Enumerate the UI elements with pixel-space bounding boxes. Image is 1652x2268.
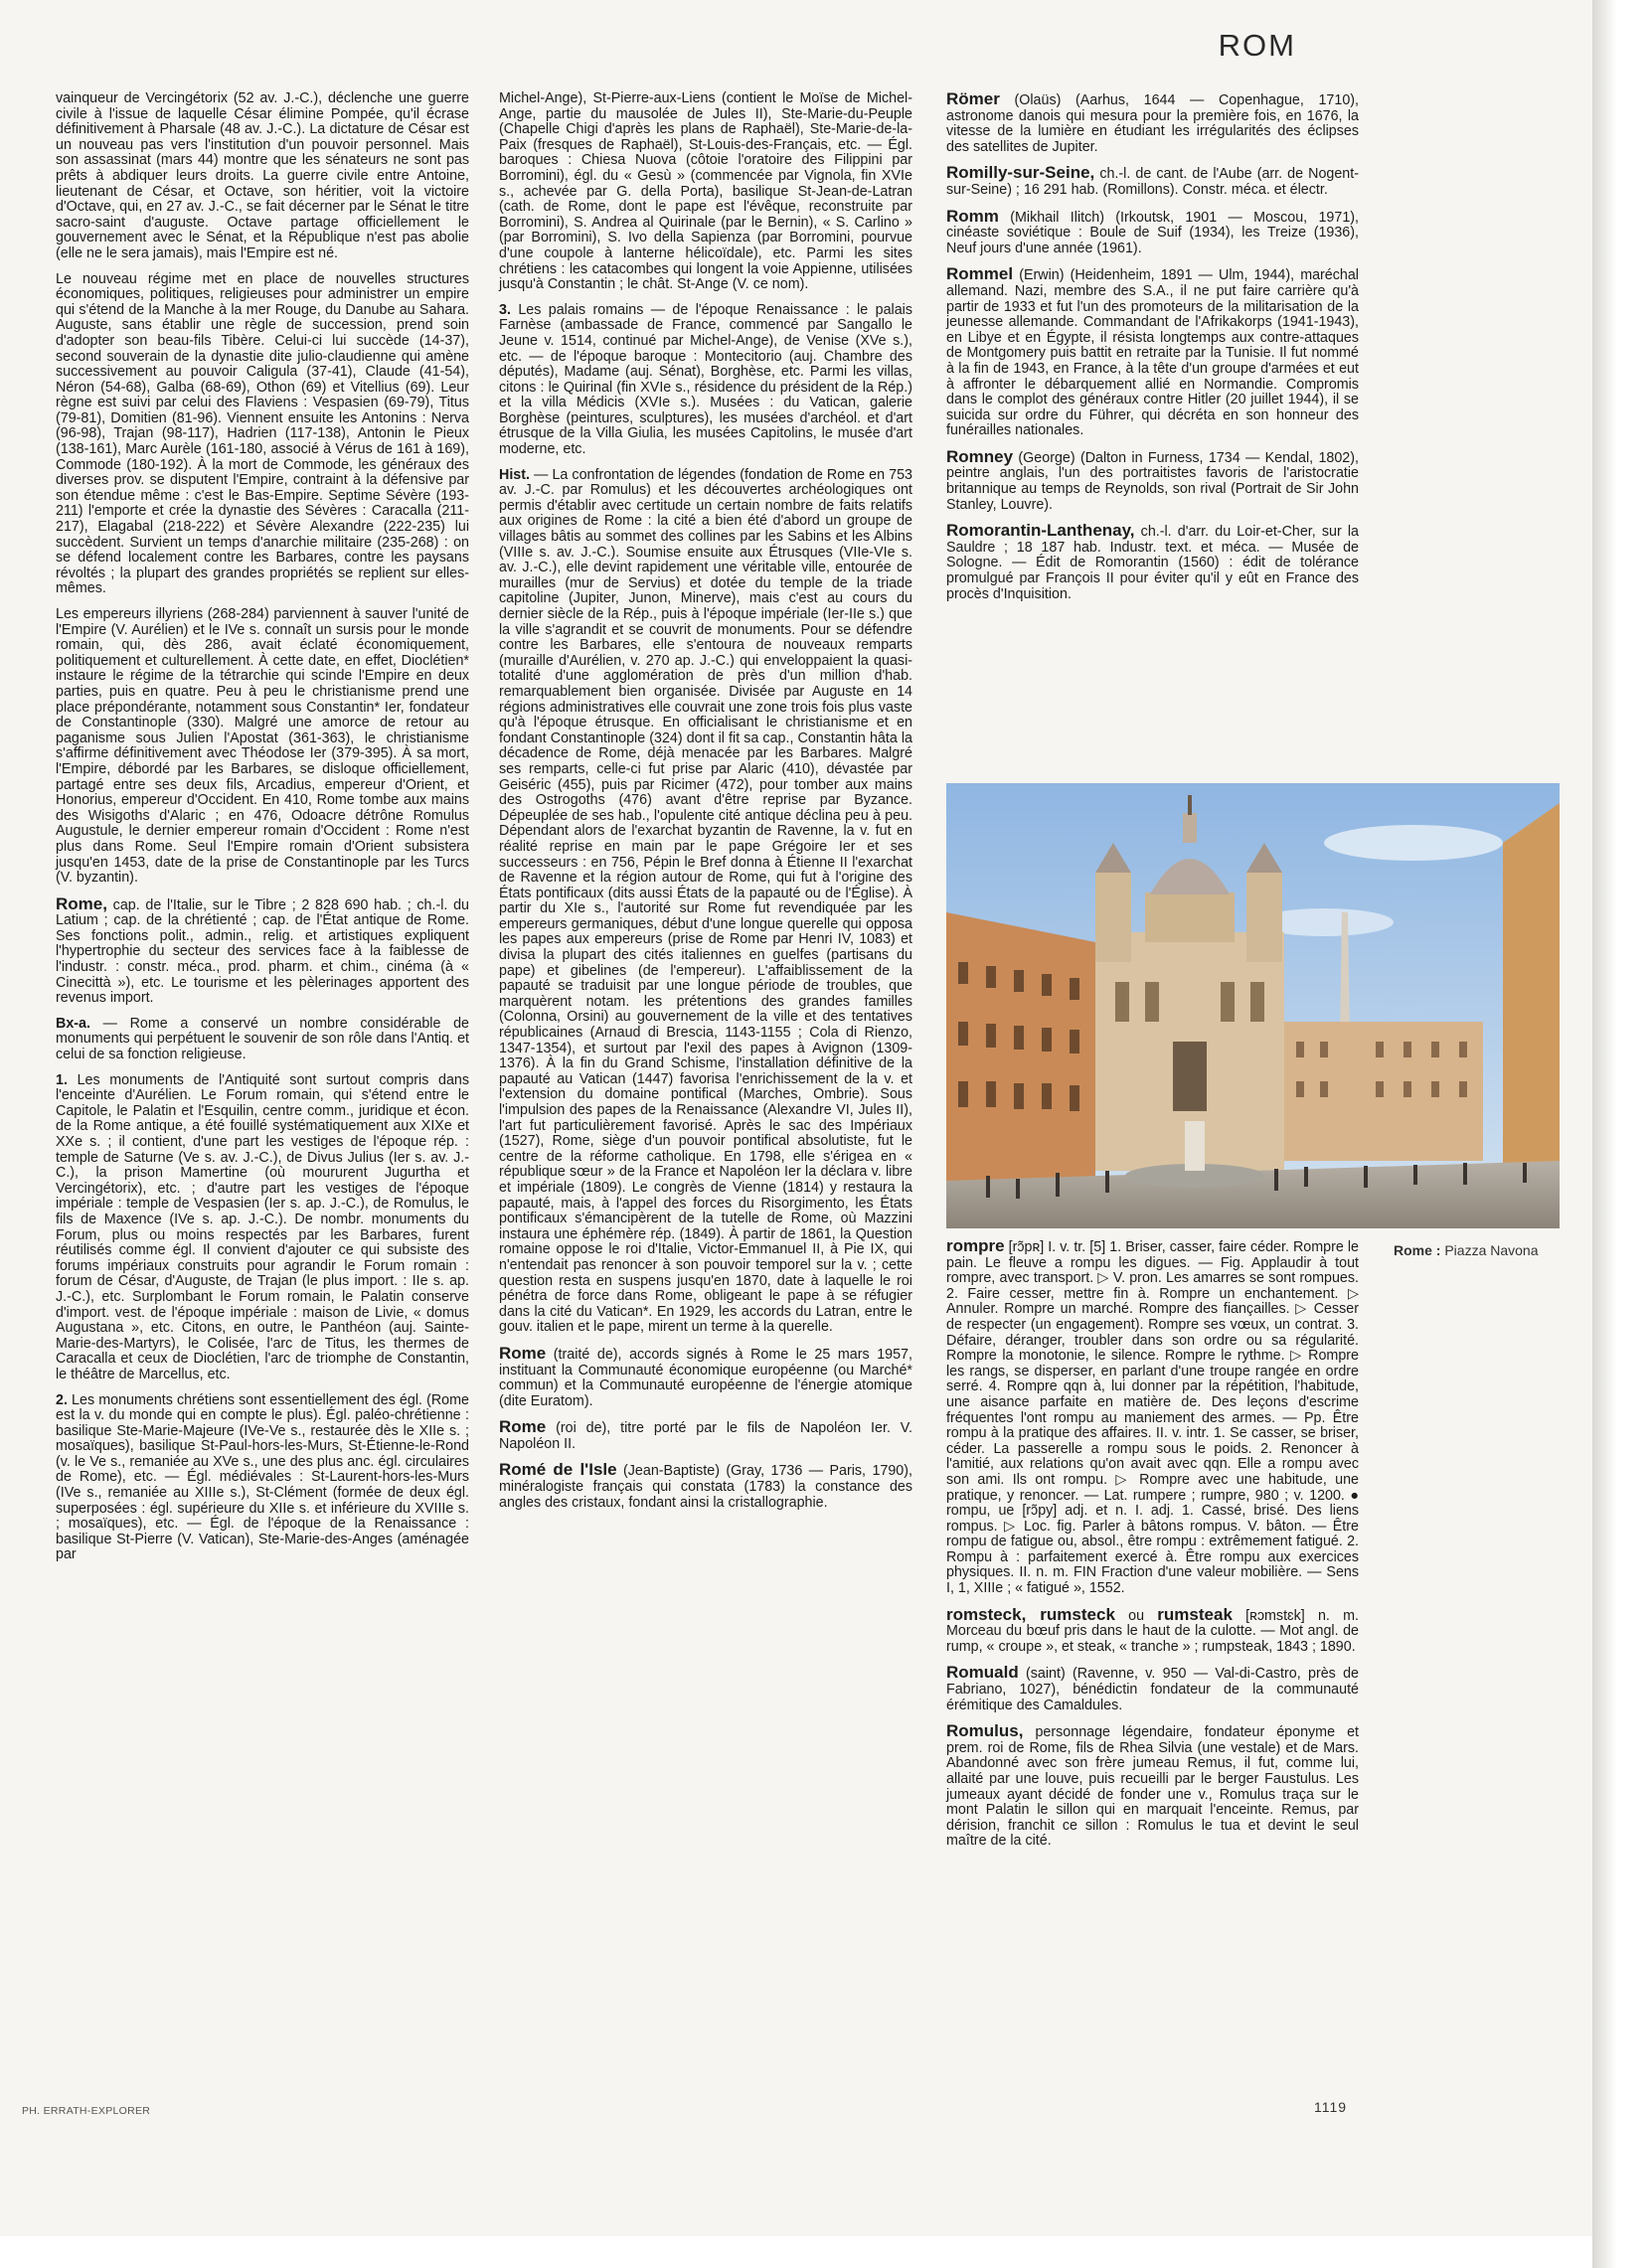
section-text: — Rome a conservé un nombre considérable de monuments qui perpétuent le souvenir de son rôle dans l'Antiq. et celui de sa fonction religieuse. <box>56 1015 469 1063</box>
section-label: Bx-a. <box>56 1015 90 1032</box>
right-bell-tower <box>1246 873 1282 962</box>
paragraph: vainqueur de Vercingétorix (52 av. J.-C.), déclenche une guerre civile à l'issue de laquelle César élimine Pompée, qu'il écrase définitivement à Pharsale (48 av. J.-C.). La dictature de César est un nouveau pas vers l'institution d'un pouvoir personnel. Mais son assassinat (mars 44) montre que les sénateurs ne sont pas prêts à abdiquer leurs droits. La guerre civile entre Antoine, lieutenant de César, et Octave, son héritier, voit la victoire d'Octave, qui, en 27 av. J.-C., se fait décerner par le Sénat le titre sacro-saint d'auguste. Octave partage officiellement le gouvernement avec le Sénat, et la République n'est pas abolie (elle ne le sera jamais), mais l'Empire est né. <box>56 90 469 261</box>
headword: Rommel <box>946 264 1014 284</box>
headword: Romilly-sur-Seine, <box>946 163 1095 183</box>
entry-rome <box>56 893 469 1007</box>
entry-traite-de-rome <box>499 1343 912 1409</box>
entry-romorantin <box>946 523 1359 602</box>
entry-romney <box>946 446 1359 513</box>
entry-romulus <box>946 1723 1359 1850</box>
column-3-top <box>946 91 1359 602</box>
left-palazzo <box>946 912 1095 1201</box>
headword: Rome <box>499 1417 547 1437</box>
entry-text: (Olaüs) (Aarhus, 1644 — Copenhague, 1710), astronome danois qui mesura pour la première fois, en 1676, la vitesse de la lumière en étudiant les irrégularités des éclipses des satellites de Jupiter. <box>946 92 1359 155</box>
entry-text: ch.-l. de cant. de l'Aube (arr. de Nogent-sur-Seine) ; 16 291 hab. (Romillons). Constr. méca. et électr. <box>946 166 1359 198</box>
headword: Rome, <box>56 893 107 913</box>
headword: romsteck, rumsteck <box>946 1604 1115 1624</box>
subsection-number: 3. <box>499 301 511 318</box>
column-2 <box>499 91 912 1511</box>
headword: Rome <box>499 1343 547 1363</box>
section-text: — La confrontation de légendes (fondation de Rome en 753 av. J.-C. par Romulus) et les découvertes archéologiques ont permis d'établir avec certitude un certain nombre de faits relatifs aux origines de Rome : la cité a bien été d'abord un groupe de villages bâtis au sommet des collines par les Sabins et les Albins (VIIIe s. av. J.-C.). Soumise ensuite aux Étrusques (VIIe-VIe s. av. J.-C.), elle devint rapidement une véritable ville, entourée de murailles (mur de Servius) et dotée du temple de la triade capitoline (Jupiter, Junon, Minerve), mais c'est au cours du dernier siècle de la Rép., puis à l'époque impériale (Ier-IIe s.) que la ville s'agrandit et se couvrit de monuments. Pour se défendre contre les Barbares, elle s'entoura de nouveaux remparts (muraille d'Aurélien, v. 270 ap. J.-C.) qui enveloppaient la quasi-totalité d'une agglomération de près d'un million d'hab. remarquablement bien organisée. Divisée par Auguste en 14 régions administratives elle couvrait une zone trois fois plus vaste qu'à l'époque étrusque. En officialisant le christianisme et en fondant Constantinople (324) dont il fit sa cap., Constantin hâta la décadence de Rome, déjà menacée par les Barbares. Malgré ses remparts, celle-ci fut prise par Alaric (410), dévastée par Geiséric (455), puis par Ricimer (472), pour tomber aux mains des Ostrogoths (476) avant d'être reprise par Byzance. Dépeuplée de ses hab., l'opulente cité antique déclina peu à peu. Dépendant alors de l'exarchat byzantin de Ravenne, la v. fut en réalité reprise en main par le pape Grégoire Ier et ses successeurs : en 756, Pépin le Bref donna à Étienne II l'exarchat de Ravenne et la région autour de Rome, qui fut à l'origine des États pontificaux (dits aussi États de la papauté ou de l'Église). À partir du XIe s., l'autorité sur Rome fut revendiquée par les empereurs germaniques, début d'une longue querelle qui opposa les papes aux empereurs (prise de Rome par Henri IV, 1083) et divisa la plupart des cités italiennes en guelfes (partisans du pape) et gibelines (de l'empereur). L'affaiblissement de la papauté se traduisit par une longue période de troubles, que marquèrent notam. les prétentions des grandes familles (Colonna, Orsini) au gouvernement de la ville et des tentatives républicaines (Arnaud di Brescia, 1143-1155 ; Cola di Rienzo, 1347-1354), et surtout par l'exil des papes à Avignon (1309-1376). À la fin du Grand Schisme, l'installation définitive de la papauté au Vatican (1447) favorisa l'enrichissement de la v. et l'extension du domaine pontifical (Marches, Ombrie). Sous l'impulsion des papes de la Renaissance (Alexandre VI, Jules II), l'art fut particulièrement favorisé. Après le sac des Impériaux (1527), Rome, siège d'un pouvoir pontifical absolutiste, fut le centre de la réforme catholique. En 1798, elle s'érigea en « république sœur » de la France et Napoléon Ier la déclara v. libre et impériale (1809). Le congrès de Vienne (1814) y restaura la papauté, mais, à l'appel des forces du Risorgimento, les États pontificaux s'émancipèrent de la tutelle de Rome, où Mazzini instaura une éphémère rép. (1849). À partir de 1861, la Question romaine oppose le roi d'Italie, Victor-Emmanuel II, à Pie IX, qui n'entendait pas renoncer à son pouvoir temporel sur la v. ; cette question resta en suspens jusqu'en 1870, date à laquelle le roi pénétra de force dans Rome, obligeant le pape à se réfugier dans la cité du Vatican*. En 1929, les accords du Latran, entre le gouv. italien et le pape, mirent un terme à la querelle. <box>499 466 912 1336</box>
subsection-number: 1. <box>56 1071 68 1088</box>
entry-rompre <box>946 1238 1359 1597</box>
photo-credit: PH. ERRATH-EXPLORER <box>22 2105 151 2117</box>
piazza-navona-illustration <box>946 783 1560 1228</box>
subsection-3 <box>499 303 912 458</box>
subsection-number: 2. <box>56 1391 68 1408</box>
headword: Romorantin-Lanthenay, <box>946 521 1135 541</box>
headword-connector: ou <box>1114 1607 1158 1624</box>
church-door <box>1173 1042 1207 1111</box>
headword: Romé de l'Isle <box>499 1460 617 1480</box>
entry-romm <box>946 206 1359 257</box>
headword: Römer <box>946 89 1000 108</box>
entry-rommel <box>946 266 1359 439</box>
entry-rome-de-lisle <box>499 1462 912 1511</box>
entry-text: (saint) (Ravenne, v. 950 — Val-di-Castro, près de Fabriano, 1027), bénédictin fondateur de la communauté érémitique des Camaldules. <box>946 1666 1359 1713</box>
paragraph: Les empereurs illyriens (268-284) parviennent à sauver l'unité de l'Empire (V. Aurélien) et le IVe s. connaît un sursis pour le monde romain, qui, dès 286, avait éclaté économiquement, politiquement et culturellement. À cette date, en effet, Dioclétien* instaure le régime de la tétrarchie qui scinde l'Empire en deux parties, puis en quatre. Peu à peu le christianisme prend une place prépondérante, notamment sous Constantin* Ier, fondateur de Constantinople (330). Malgré une amorce de retour au paganisme sous Julien l'Apostat (361-363), le christianisme s'affirme définitivement avec Théodose Ier (379-395). À sa mort, l'Empire, débordé par les Barbares, se disloque officiellement, partagé entre ses deux fils, Arcadius, empereur d'Orient, et Honorius, empereur d'Occident. En 410, Rome tombe aux mains des Wisigoths d'Alaric ; en 476, Odoacre détrône Romulus Augustule, le dernier empereur romain d'Occident : Rome n'est plus dans Rome. Seul l'Empire romain d'Orient subsistera jusqu'en 1453, date de la prise de Constantinople par les Turcs (V. byzantin). <box>56 606 469 887</box>
section-beaux-arts <box>56 1017 469 1063</box>
subsection-text: Les monuments chrétiens sont essentiellement des égl. (Rome est la v. du monde qui en compte le plus). Égl. paléo-chrétienne : basilique Ste-Marie-Majeure (IVe-Ve s., restaurée dès le XIIe s. ; mosaïques), basilique St-Paul-hors-les-Murs, St-Étienne-le-Rond (v. le Ve s., remaniée au XVe s., une des plus anc. égl. circulaires de Rome), etc. — Égl. médiévales : St-Laurent-hors-les-Murs (IVe s., remaniée au XIIIe s.), St-Clément (formée de deux égl. superposées : égl. supérieure du XIIe s. et inférieure du XVIIIe s. ; mosaïques), etc. — Égl. de l'époque de la Renaissance : basilique St-Pierre (V. Vatican), Ste-Marie-des-Anges (aménagée par <box>56 1391 469 1563</box>
entry-romsteck <box>946 1604 1359 1656</box>
column-3-bottom <box>946 1238 1359 1850</box>
entry-text: cap. de l'Italie, sur le Tibre ; 2 828 690 hab. ; ch.-l. du Latium ; cap. de la chrétienté ; cap. de l'État antique de Rome. Ses fonctions polit., admin., relig. et artistiques expliquent l'hypertrophie du secteur des services face à la faiblesse de l'industr. : constr. méca., prod. pharm. et chim., cinéma (à « Cinecittà »), etc. Le tourisme et les pèlerinages apportent des revenus import. <box>56 896 469 1007</box>
running-header: ROM <box>1218 28 1296 63</box>
headword: Romm <box>946 206 999 226</box>
entry-romuald <box>946 1665 1359 1713</box>
entry-text: [rɔ̃pʀ] I. v. tr. [5] 1. Briser, casser, faire céder. Rompre le pain. Le fleuve a rompu les digues. — Fig. Applaudir à tout rompre, avec transport. ▷ V. pron. Les amarres se sont rompues. 2. Faire cesser, mettre fin à. Rompre un enchantement. ▷ Annuler. Rompre un marché. Rompre des fiançailles. ▷ Cesser de respecter (un engagement). Rompre ses vœux, un contrat. 3. Défaire, déranger, troubler dans son ordre ou sa régularité. Rompre la monotonie, le silence. Rompre le rythme. ▷ Rompre les rangs, se disperser, en parlant d'une troupe rangée en ordre serré. 4. Rompre qqn à, lui donner par la répétition, l'habitude, une aisance parfaite en matière de. Des leçons d'escrime fréquentes l'ont rompu au maniement des armes. — Pp. Être rompu à la pratique des affaires. II. v. intr. 1. Se casser, se briser, céder. La passerelle a rompu sous le poids. 2. Renoncer à l'amitié, aux relations qu'on avait avec qqn. Elle a rompu avec son ami. Ils ont rompu. ▷ Rompre avec une habitude, une pratique, y renoncer. — Lat. rumpere ; rumpre, 980 ; v. 1200. ● rompu, ue [rɔ̃py] adj. et n. I. adj. 1. Cassé, brisé. Des liens rompus. ▷ Loc. fig. Parler à bâtons rompus. V. bâton. — Être rompu de fatigue ou, absol., être rompu : extrêmement fatigué. 2. Rompu à : parfaitement exercé à. Être rompu aux exercices physiques. II. n. m. FIN Fraction d'une valeur mobilière. — Sens I, 1, XIIIe ; « fatigué », 1552. <box>946 1239 1359 1597</box>
paragraph: Le nouveau régime met en place de nouvelles structures économiques, politiques, religieuses pour administrer un empire qui s'étend de la Manche à la mer Rouge, du Danube au Sahara. Auguste, sans établir une règle de succession, prend soin d'adopter son beau-fils Tibère. Celui-ci lui succède (14-37), second souverain de la dynastie dite julio-claudienne qui amène successivement au pouvoir Caligula (37-41), Claude (41-54), Néron (54-68), Galba (68-69), Othon (69) et Vitellius (69). Leur règne est suivi par celui des Flaviens : Vespasien (69-79), Titus (79-81), Domitien (81-96). Viennent ensuite les Antonins : Nerva (96-98), Trajan (98-117), Hadrien (117-138), Antonin le Pieux (138-161), Marc Aurèle (161-180, associé à Vérus de 161 à 169), Commode (180-192). À la mort de Commode, les généraux des diverses prov. se disputent l'Empire, contraint à la défensive par son étendue même : c'est le Bas-Empire. Septime Sévère (193-211) l'emporte et crée la dynastie des Sévères : Caracalla (211-217), Elagabal (218-222) et Sévère Alexandre (222-235) lui succèdent. Survient un temps d'anarchie militaire (235-268) : on se défend localement contre les Barbares, contre les paysans révoltés ; la plupart des grandes propriétés se replient sur elles-mêmes. <box>56 270 469 597</box>
headword-variant: rumsteak <box>1157 1604 1233 1624</box>
entry-text: (roi de), titre porté par le fils de Napoléon Ier. V. Napoléon II. <box>499 1420 912 1452</box>
entry-text: (Jean-Baptiste) (Gray, 1736 — Paris, 1790), minéralogiste français qui constata (1783) la constance des angles des cristaux, fondant ainsi la cristallographie. <box>499 1463 912 1511</box>
column-1 <box>56 91 469 1563</box>
entry-roi-de-rome <box>499 1419 912 1452</box>
entry-text: (traité de), accords signés à Rome le 25 mars 1957, instituant la Communauté économique européenne (ou Marché* commun) et la Communauté européenne de l'énergie atomique (dite Euratom). <box>499 1346 912 1409</box>
piazza-navona-photo <box>946 783 1560 1228</box>
subsection-text: Les palais romains — de l'époque Renaissance : le palais Farnèse (ambassade de France, commencé par Sangallo le Jeune v. 1514, continué par Michel-Ange), de Venise (XVe s.), etc. — de l'époque baroque : Montecitorio (auj. Chambre des députés), Madame (auj. Sénat), Borghèse, etc. Parmi les villas, citons : le Quirinal (fin XVIe s., résidence du président de la Rép.) et la villa Médicis (XVIe s.). Musées : du Vatican, galerie Borghèse (peintures, sculptures), les musées d'archéol. et d'art étrusque de la Villa Giulia, les musées Capitolins, le musée d'art moderne, etc. <box>499 301 912 458</box>
section-label: Hist. <box>499 466 530 483</box>
subsection-text: Les monuments de l'Antiquité sont surtout compris dans l'enceinte d'Aurélien. Le Forum romain, qui s'étend entre le Capitole, le Palatin et l'Esquilin, centre comm., juridique et écon. de la Rome antique, a été fouillé systématiquement aux XIXe et XXe s. ; il contient, d'une part les vestiges de l'époque rép. : temple de Saturne (Ve s. av. J.-C.), de Divus Julius (Ier s. av. J.-C.), la prison Mamertine (où moururent Jugurtha et Vercingétorix), etc. ; d'autre part les vestiges de l'époque impériale : temple de Vespasien (Ier s. ap. J.-C.), de Romulus, le fils de Maxence (IVe s. ap. J.-C.). De nombr. monuments du Forum, plus ou moins respectés par les Barbares, furent réutilisés comme égl. Il convient d'ajouter ce qui subsiste des forums impériaux construits pour agrandir le Forum romain : forum de César, d'Auguste, de Trajan (le plus import. : IIe s. ap. J.-C.), etc. Surplombant le Forum romain, le Palatin conserve d'import. vest. de l'époque impériale : maison de Livie, « domus Augustana », etc. Citons, en outre, le Panthéon (auj. Sainte-Marie-des-Martyrs), le Colisée, l'arc de Titus, les thermes de Caracalla et ceux de Dioclétien, l'arc de triomphe de Constantin, le théâtre de Marcellus, etc. <box>56 1071 469 1382</box>
headword: Romulus, <box>946 1721 1024 1741</box>
subsection-1 <box>56 1073 469 1383</box>
entry-romilly <box>946 165 1359 198</box>
page-number: 1119 <box>1314 2099 1348 2115</box>
headword: Romney <box>946 446 1014 466</box>
headword: rompre <box>946 1236 1005 1255</box>
paragraph: Michel-Ange), St-Pierre-aux-Liens (contient le Moïse de Michel-Ange, partie du mausolée de Jules II), Ste-Marie-du-Peuple (Chapelle Chigi d'après les plans de Raphaël), Ste-Marie-de-la-Paix (fresques de Raphaël), St-Louis-des-Français, etc. — Égl. baroques : Chiesa Nuova (côtoie l'oratoire des Filippini par Borromini), égl. du « Gesù » (commencée par Vignola, fin XVIe s., achevée par G. della Porta), basilique St-Jean-de-Latran (cath. de Rome, dont le pape est l'évêque, reconstruite par Borromini), S. Andrea al Quirinale (par le Bernin), « S. Carlino » (par Borromini), S. Ivo della Sapienza (par Borromini, pourvue d'une coupole à lanterne hélicoïdale), etc. Parmi les sites chrétiens : les catacombes qui longent la voie Appienne, utilisées jusqu'à Constantin ; le chât. St-Ange (V. ce nom). <box>499 90 912 293</box>
entry-text: (George) (Dalton in Furness, 1734 — Kendal, 1802), peintre anglais, l'un des portraitistes favoris de l'aristocratie britannique au temps de Reynolds, son rival (Portrait de Sir John Stanley, Louvre). <box>946 449 1359 513</box>
headword: Romuald <box>946 1663 1019 1683</box>
page-edge <box>1592 0 1652 2268</box>
entry-text: (Mikhail Ilitch) (Irkoutsk, 1901 — Moscou, 1971), cinéaste soviétique : Boule de Suif (1934), les Treize (1936), Neuf jours d'une année (1961). <box>946 209 1359 256</box>
caption-label: Rome : <box>1394 1242 1441 1258</box>
entry-text: personnage légendaire, fondateur éponyme et prem. roi de Rome, fils de Rhea Silvia (une vestale) et de Mars. Abandonné avec son frère jumeau Remus, il fut, comme lui, allaité par une louve, puis recueilli par le berger Faustulus. Les jumeaux ayant décidé de fonder une v., Romulus traça sur le mont Palatin le sillon qui en marquait l'enceinte. Remus, par dérision, franchit ce sillon : Romulus le tua et devint le seul maître de la cité. <box>946 1724 1359 1850</box>
entry-text: (Erwin) (Heidenheim, 1891 — Ulm, 1944), maréchal allemand. Nazi, membre des S.A., il ne put faire carrière qu'à partir de 1933 et fut l'un des promoteurs de la militarisation de la jeunesse allemande. Commandant de l'Afrikakorps (1941-1943), en Libye et en Égypte, il résista longtemps aux contre-attaques de Montgomery puis battit en retraite par la Tunisie. Il fut nommé à la fin de 1943, en France, à la tête d'un groupe d'armées et eut à affronter le débarquement allié en Normandie. Compromis dans le complot des généraux contre Hitler (20 juillet 1944), il se suicida sur ordre du Führer, qui décréta en son honneur des funérailles nationales. <box>946 267 1359 439</box>
entry-text: ch.-l. d'arr. du Loir-et-Cher, sur la Sauldre ; 18 187 hab. Industr. text. et méca. — Musée de Sologne. — Édit de Romorantin (1560) : édit de tolérance promulgué par François II pour éviter qu'il y eût en France des procès d'Inquisition. <box>946 524 1359 602</box>
subsection-2 <box>56 1393 469 1564</box>
caption-text: Piazza Navona <box>1440 1242 1539 1258</box>
entry-text: [ʀɔmstɛk] n. m. Morceau du bœuf pris dans le haut de la culotte. — Mot angl. de rump, « croupe », et steak, « tranche » ; rumpsteak, 1843 ; 1890. <box>946 1607 1359 1655</box>
entry-romer <box>946 91 1359 155</box>
left-bell-tower <box>1095 873 1131 962</box>
photo-caption <box>1394 1242 1539 1258</box>
section-history <box>499 468 912 1336</box>
